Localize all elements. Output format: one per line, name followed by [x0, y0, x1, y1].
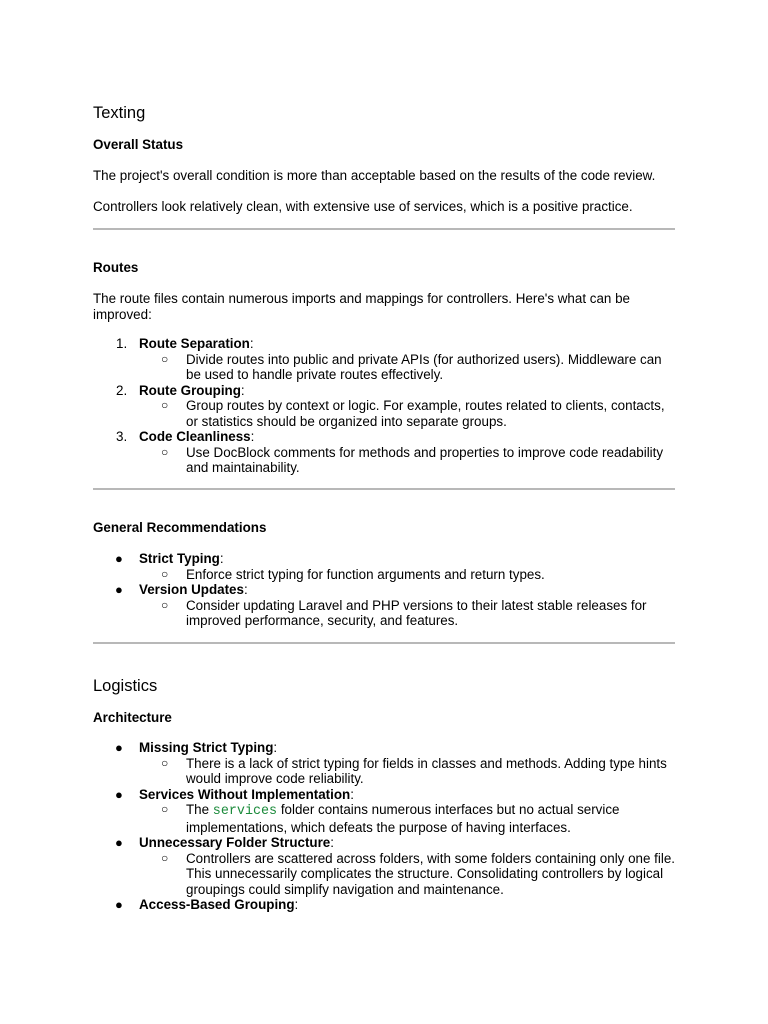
list-item-label: Services Without Implementation — [139, 786, 351, 802]
list-item-label: Access-Based Grouping — [139, 897, 295, 912]
bullet-icon: ● — [115, 897, 123, 912]
sub-list-item — [93, 352, 675, 383]
list-item-label: Route Separation — [139, 336, 250, 351]
architecture-list — [93, 740, 675, 913]
sub-list-item — [93, 598, 675, 629]
sub-list-item-text: Consider updating Laravel and PHP versions to their latest stable releases for improved performance, security, and features. — [186, 597, 647, 628]
sub-bullet-icon: ○ — [161, 566, 169, 581]
colon: : — [240, 382, 245, 398]
sub-bullet-icon: ○ — [161, 398, 169, 412]
routes-heading: Routes — [93, 260, 139, 275]
sub-list-item — [93, 398, 675, 429]
sub-list-item — [93, 445, 675, 476]
list-item — [93, 336, 675, 352]
colon: : — [350, 786, 354, 802]
list-item — [93, 740, 675, 756]
list-item — [93, 835, 675, 851]
section-title-texting: Texting — [93, 104, 146, 122]
list-item-label: Version Updates — [139, 582, 244, 597]
sub-list-item-text: Use DocBlock comments for methods and properties to improve code readability and maintainability. — [186, 444, 664, 475]
sub-list-item-text: Group routes by context or logic. For example, routes related to clients, contacts, or statistics should be organized into separate groups. — [186, 398, 665, 429]
sub-list-item — [93, 756, 675, 787]
sub-list-item-text: There is a lack of strict typing for fields in classes and methods. Adding type hints would improve code reliability. — [186, 755, 667, 786]
sub-list-item-text-pre: The — [186, 802, 213, 817]
sub-bullet-icon: ○ — [161, 444, 169, 459]
sub-list-item-text: Divide routes into public and private APIs (for authorized users). Middleware can be used to handle private routes effectively. — [186, 351, 662, 382]
sub-list-item — [93, 567, 675, 583]
overall-status-paragraph-2: Controllers look relatively clean, with extensive use of services, which is a positive practice. — [93, 199, 633, 214]
list-item — [93, 897, 675, 913]
section-divider — [93, 228, 675, 230]
sub-list-item-text-post: folder contains numerous interfaces but no actual service implementations, which defeats the purpose of having interfaces. — [186, 802, 620, 835]
list-number: 3. — [116, 429, 128, 444]
section-divider — [93, 642, 675, 644]
architecture-heading: Architecture — [93, 710, 172, 725]
list-item — [93, 787, 675, 803]
list-item-label: Strict Typing — [139, 551, 220, 566]
section-divider — [93, 488, 675, 490]
sub-bullet-icon: ○ — [161, 351, 169, 366]
bullet-icon: ● — [115, 835, 123, 850]
sub-bullet-icon: ○ — [161, 597, 169, 612]
list-item-label: Missing Strict Typing — [139, 740, 274, 755]
list-item — [93, 429, 675, 445]
sub-list-item-text: Enforce strict typing for function arguments and return types. — [186, 566, 545, 582]
list-item-label: Unnecessary Folder Structure — [139, 835, 331, 850]
sub-bullet-icon: ○ — [161, 755, 169, 770]
list-item — [93, 383, 675, 399]
list-number: 1. — [116, 336, 128, 351]
bullet-icon: ● — [115, 582, 123, 597]
colon: : — [273, 740, 278, 755]
colon: : — [219, 551, 224, 566]
sub-list-item-text: Controllers are scattered across folders, with some folders containing only one file. This unnecessarily complicates the structure. Consolidating controllers by logical groupings could simplify navigation and maintenance. — [186, 850, 675, 897]
sub-bullet-icon: ○ — [161, 850, 169, 865]
list-item — [93, 582, 675, 598]
section-title-logistics: Logistics — [93, 677, 158, 695]
sub-list-item — [93, 851, 675, 898]
list-item-label: Route Grouping — [139, 382, 241, 398]
colon: : — [330, 835, 334, 850]
general-recommendations-list — [93, 551, 675, 629]
routes-list — [93, 336, 675, 476]
list-item-label: Code Cleanliness — [139, 429, 251, 444]
list-number: 2. — [116, 382, 128, 398]
general-recommendations-heading: General Recommendations — [93, 520, 267, 535]
bullet-icon: ● — [115, 740, 123, 755]
routes-intro: The route files contain numerous imports and mappings for controllers. Here's what can be improved: — [93, 291, 630, 322]
bullet-icon: ● — [115, 551, 123, 566]
overall-status-paragraph-1: The project's overall condition is more than acceptable based on the results of the code review. — [93, 168, 656, 183]
inline-code-services: services — [212, 804, 278, 819]
colon: : — [243, 582, 248, 597]
list-item — [93, 551, 675, 567]
sub-list-item — [93, 802, 675, 835]
colon: : — [294, 897, 299, 912]
overall-status-heading: Overall Status — [93, 137, 184, 152]
colon: : — [250, 429, 255, 444]
bullet-icon: ● — [115, 786, 123, 802]
colon: : — [249, 336, 254, 351]
sub-bullet-icon: ○ — [161, 802, 169, 816]
